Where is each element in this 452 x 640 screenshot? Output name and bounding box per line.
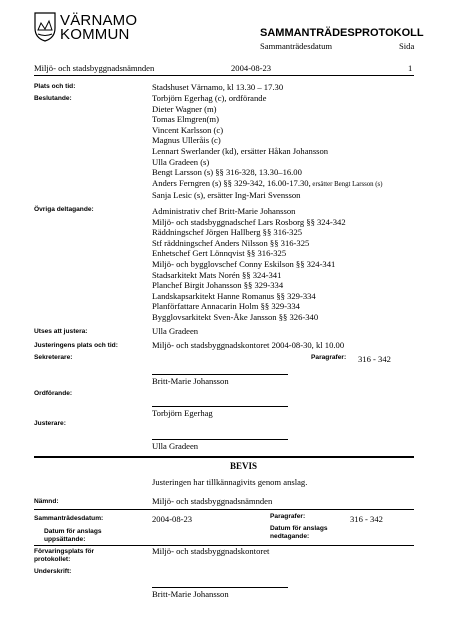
header-org: Miljö- och stadsbyggnadsnämnden bbox=[34, 63, 155, 73]
underskrift-label: Underskrift: bbox=[34, 568, 72, 575]
signature-line-justerare bbox=[152, 439, 288, 440]
beslutande-item: Sanja Lesic (s), ersätter Ing-Mari Svensson bbox=[152, 190, 301, 201]
plats-value: Stadshuset Värnamo, kl 13.30 – 17.30 bbox=[152, 82, 284, 92]
nedtag-label-line2: nedtagande: bbox=[270, 533, 310, 540]
beslutande-item: Bengt Larsson (s) §§ 316-328, 13.30–16.00 bbox=[152, 167, 302, 178]
bevis-intro: Justeringen har tillkännagivits genom anslag. bbox=[152, 477, 308, 487]
signature-line-ordforande bbox=[152, 406, 288, 407]
ordforande-label: Ordförande: bbox=[34, 390, 73, 397]
justerare-name: Ulla Gradeen bbox=[152, 441, 199, 451]
forvar-label bbox=[34, 548, 94, 564]
beslutande-item: Vincent Karlsson (c) bbox=[152, 124, 224, 135]
header-page-label: Sida bbox=[399, 41, 415, 51]
bevis-paragrafer-value: 316 - 342 bbox=[350, 514, 383, 524]
header-page-number: 1 bbox=[408, 63, 413, 73]
sekreterare-label: Sekreterare: bbox=[34, 354, 73, 361]
ovriga-item: Räddningschef Jörgen Hallberg §§ 316-325 bbox=[152, 227, 303, 238]
municipal-logo bbox=[34, 9, 144, 49]
bevis-datum-label: Sammanträdesdatum: bbox=[34, 515, 104, 522]
ovriga-item: Bygglovsarkitekt Sven-Åke Jansson §§ 326-340 bbox=[152, 311, 319, 322]
bevis-paragrafer-label: Paragrafer: bbox=[270, 513, 306, 520]
bevis-title: BEVIS bbox=[230, 461, 258, 471]
nedtag-label-line1: Datum för anslags bbox=[270, 525, 328, 532]
beslutande-item: Magnus Ulleråis (c) bbox=[152, 135, 221, 146]
header-date: 2004-08-23 bbox=[231, 63, 272, 73]
beslutande-item: Lennart Swerlander (kd), ersätter Håkan Johansson bbox=[152, 145, 329, 156]
signature-line-sekreterare bbox=[152, 374, 288, 375]
ovriga-list bbox=[152, 206, 346, 323]
plats-label: Plats och tid: bbox=[34, 83, 76, 90]
beslutande-list bbox=[152, 93, 382, 201]
header-divider bbox=[34, 75, 414, 76]
uppsatt-label-line1: Datum för anslags bbox=[44, 528, 102, 535]
ovriga-item: Administrativ chef Britt-Marie Johansson bbox=[152, 206, 296, 216]
logo-line-1: VÄRNAMO bbox=[60, 12, 138, 29]
ovriga-item: Planchef Birgit Johansson §§ 329-334 bbox=[152, 280, 284, 291]
anders-text: Anders Ferngren (s) §§ 329-342, 16.00-17.30, bbox=[152, 177, 311, 188]
forvar-value: Miljö- och stadsbyggnadskontoret bbox=[152, 546, 270, 556]
namnd-label: Nämnd: bbox=[34, 498, 59, 505]
beslutande-item: Dieter Wagner (m) bbox=[152, 103, 217, 114]
ovriga-label: Övriga deltagande: bbox=[34, 206, 94, 213]
crest-icon bbox=[34, 12, 56, 42]
ordforande-name: Torbjörn Egerhag bbox=[152, 408, 213, 418]
uppsatt-label-line2: uppsättande: bbox=[44, 536, 86, 543]
ovriga-item: Stf räddningschef Anders Nilsson §§ 316-325 bbox=[152, 237, 310, 248]
ovriga-item: Planförfattare Annacarin Holm §§ 329-334 bbox=[152, 301, 300, 312]
justerare-label: Justerare: bbox=[34, 420, 66, 427]
utses-value: Ulla Gradeen bbox=[152, 326, 199, 336]
ovriga-item: Enhetschef Gert Lönnqvist §§ 316-325 bbox=[152, 248, 287, 259]
ovriga-item: Landskapsarkitekt Hanne Romanus §§ 329-334 bbox=[152, 290, 316, 301]
paragrafer-value: 316 - 342 bbox=[358, 354, 391, 364]
nedtag-label bbox=[270, 525, 328, 541]
ovriga-item: Miljö- och bygglovschef Conny Eskilson §§ 324-341 bbox=[152, 258, 336, 269]
bevis-divider bbox=[34, 456, 414, 458]
justeringens-value: Miljö- och stadsbyggnadskontoret 2004-08-30, kl 10.00 bbox=[152, 340, 345, 350]
beslutande-item: Ulla Gradeen (s) bbox=[152, 156, 210, 167]
bevis-row-divider bbox=[34, 509, 414, 510]
beslutande-item: Tomas Elmgren(m) bbox=[152, 114, 219, 125]
forvar-label-line1: Förvaringsplats för bbox=[34, 548, 95, 555]
header-date-label: Sammanträdesdatum bbox=[260, 41, 333, 51]
underskrift-name: Britt-Marie Johansson bbox=[152, 589, 229, 599]
uppsatt-label bbox=[44, 528, 102, 544]
logo-line-2: KOMMUN bbox=[60, 26, 130, 43]
bevis-datum-value: 2004-08-23 bbox=[152, 514, 193, 524]
namnd-value: Miljö- och stadsbyggnadsnämnden bbox=[152, 496, 273, 506]
signature-line-underskrift bbox=[152, 587, 288, 588]
utses-label: Utses att justera: bbox=[34, 328, 88, 335]
forvar-label-line2: protokollet: bbox=[34, 556, 71, 563]
sekreterare-name: Britt-Marie Johansson bbox=[152, 376, 229, 386]
document-title: SAMMANTRÄDESPROTOKOLL bbox=[260, 27, 424, 39]
beslutande-item: Torbjörn Egerhag (c), ordförande bbox=[152, 93, 267, 103]
justeringens-label: Justeringens plats och tid: bbox=[34, 342, 118, 349]
anders-small-text: ersätter Bengt Larsson (s) bbox=[310, 180, 383, 188]
ovriga-item: Miljö- och stadsbyggnadschef Lars Rosborg §§ 324-342 bbox=[152, 216, 346, 227]
ovriga-item: Stadsarkitekt Mats Norén §§ 324-341 bbox=[152, 269, 282, 280]
paragrafer-label: Paragrafer: bbox=[311, 354, 347, 361]
beslutande-item bbox=[152, 178, 382, 191]
beslutande-label: Beslutande: bbox=[34, 95, 72, 102]
